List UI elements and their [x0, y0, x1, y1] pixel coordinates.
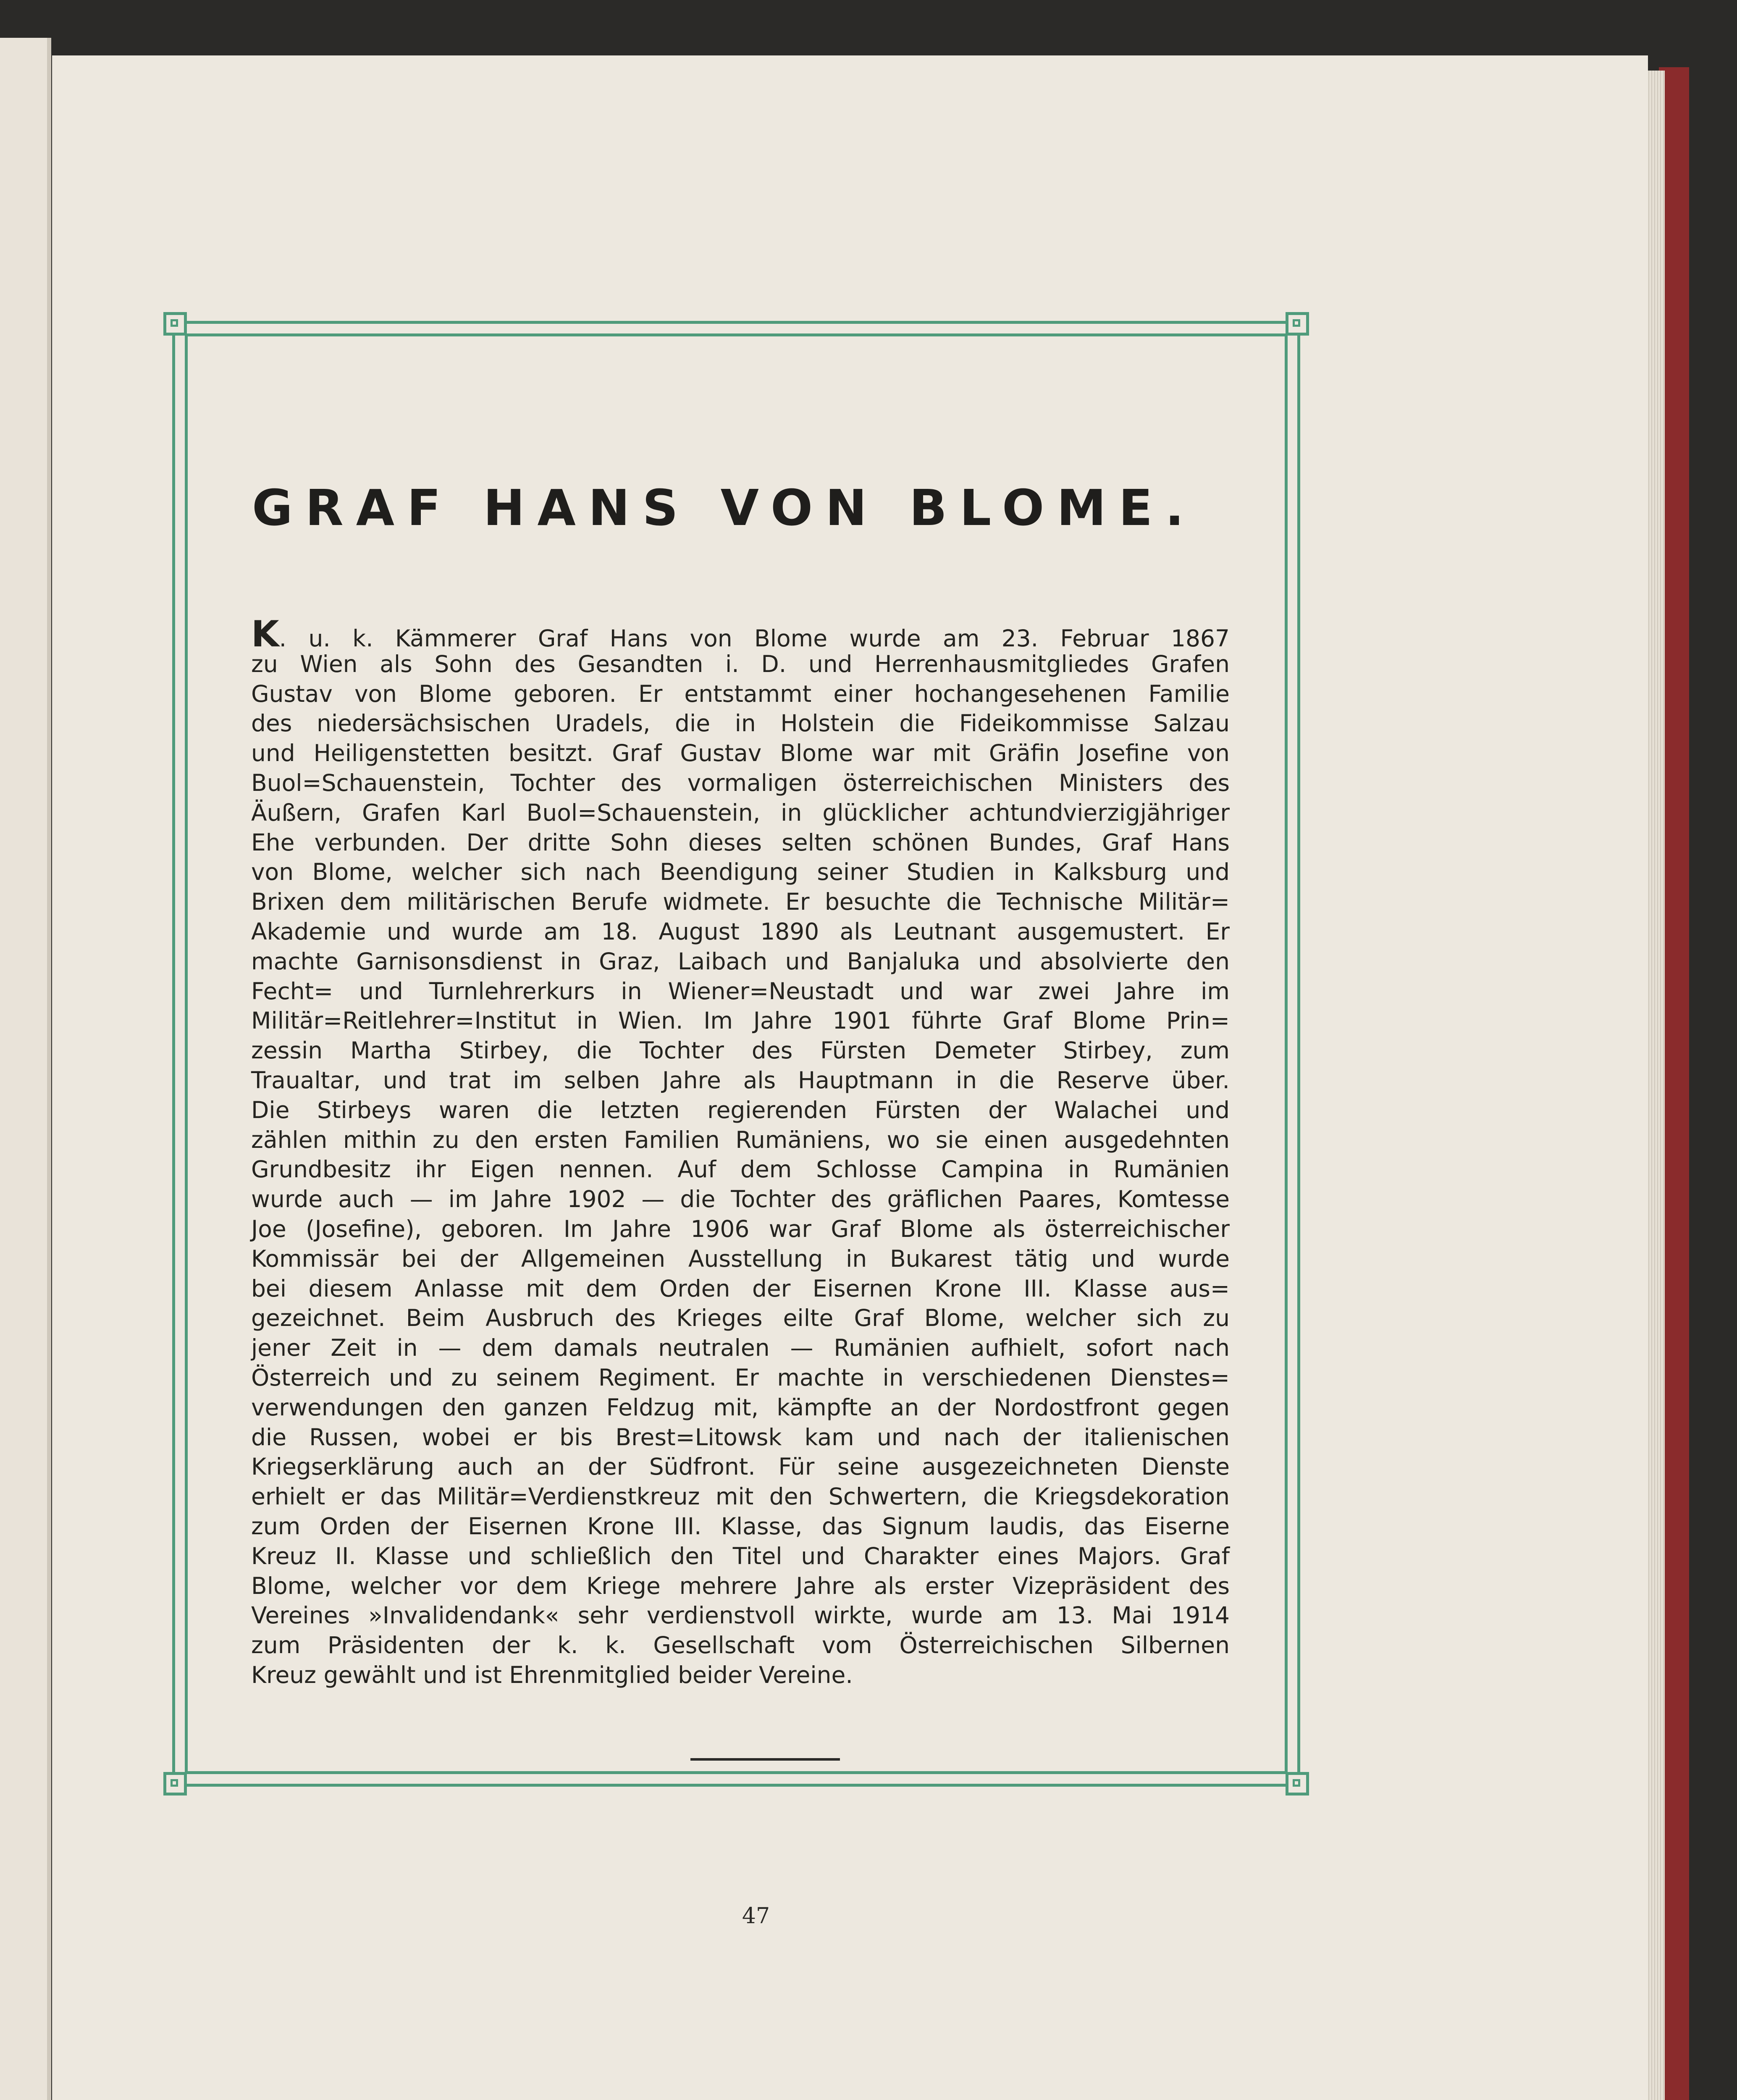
text-line-content: . u. k. Kämmerer Graf Hans von Blome wurde am 23. Februar 1867 — [279, 625, 1230, 652]
text-line-content: Militär=Reitlehrer=Institut in Wien. Im Jahre 1901 führte Graf Blome Prin= — [251, 1007, 1230, 1034]
text-line-content: erhielt er das Militär=Verdienstkreuz mit den Schwertern, die Kriegsdekoration — [251, 1483, 1230, 1510]
text-line-content: die Russen, wobei er bis Brest=Litowsk kam und nach der italienischen — [251, 1423, 1230, 1451]
text-line — [251, 1363, 1230, 1393]
text-line-content: Traualtar, und trat im selben Jahre als Hauptmann in die Reserve über. — [251, 1066, 1230, 1094]
text-line-content: Österreich und zu seinem Regiment. Er machte in verschiedenen Dienstes= — [251, 1364, 1230, 1391]
text-line-content: des niedersächsischen Uradels, die in Holstein die Fideikommisse Salzau — [251, 710, 1230, 737]
text-line — [251, 679, 1230, 709]
frame-corner-ornament — [1286, 1772, 1309, 1796]
text-line-content: Kommissär bei der Allgemeinen Ausstellung in Bukarest tätig und wurde — [251, 1245, 1230, 1272]
text-line — [251, 1184, 1230, 1214]
text-line — [251, 709, 1230, 738]
closing-rule — [690, 1758, 840, 1761]
text-line — [251, 1571, 1230, 1601]
text-line — [251, 917, 1230, 947]
text-line — [251, 1660, 1230, 1690]
text-line-content: Grundbesitz ihr Eigen nennen. Auf dem Schlosse Campina in Rumänien — [251, 1156, 1230, 1183]
text-line-content: verwendungen den ganzen Feldzug mit, kämpfte an der Nordostfront gegen — [251, 1394, 1230, 1421]
text-line — [251, 1244, 1230, 1274]
biography-text — [251, 613, 1230, 1690]
text-line-content: Die Stirbeys waren die letzten regierenden Fürsten der Walachei und — [251, 1096, 1230, 1124]
text-line-content: Kriegserklärung auch an der Südfront. Für seine ausgezeichneten Dienste — [251, 1453, 1230, 1480]
text-line-content: zum Orden der Eisernen Krone III. Klasse, das Signum laudis, das Eiserne — [251, 1512, 1230, 1540]
text-line — [251, 887, 1230, 917]
text-line — [251, 1125, 1230, 1155]
text-line — [251, 768, 1230, 798]
text-line-content: wurde auch — im Jahre 1902 — die Tochter des gräflichen Paares, Komtesse — [251, 1186, 1230, 1213]
text-line-content: Ehe verbunden. Der dritte Sohn dieses selten schönen Bundes, Graf Hans — [251, 829, 1230, 856]
text-line — [251, 738, 1230, 768]
text-line-content: Kreuz II. Klasse und schließlich den Titel und Charakter eines Majors. Graf — [251, 1542, 1230, 1570]
text-line — [251, 1303, 1230, 1333]
text-line-content: Kreuz gewählt und ist Ehrenmitglied beider Vereine. — [251, 1661, 853, 1688]
text-line — [251, 1601, 1230, 1630]
frame-corner-ornament — [163, 1772, 187, 1796]
text-line-content: Äußern, Grafen Karl Buol=Schauenstein, in glücklicher achtundvierzigjähriger — [251, 799, 1230, 826]
frame-corner-ornament — [1286, 312, 1309, 336]
page-title: GRAF HANS VON BLOME. — [252, 479, 1197, 537]
text-line — [251, 857, 1230, 887]
text-line — [251, 1541, 1230, 1571]
text-line — [251, 947, 1230, 976]
text-line-content: Joe (Josefine), geboren. Im Jahre 1906 war Graf Blome als österreichischer — [251, 1215, 1230, 1242]
previous-page-edge — [0, 38, 51, 2100]
text-line-content: von Blome, welcher sich nach Beendigung seiner Studien in Kalksburg und — [251, 858, 1230, 886]
text-line-content: zu Wien als Sohn des Gesandten i. D. und Herrenhausmitgliedes Grafen — [251, 650, 1230, 677]
text-line — [251, 1630, 1230, 1660]
text-line-content: Buol=Schauenstein, Tochter des vormaligen österreichischen Ministers des — [251, 769, 1230, 796]
text-line — [251, 1452, 1230, 1482]
text-line-content: bei diesem Anlasse mit dem Orden der Eisernen Krone III. Klasse aus= — [251, 1275, 1230, 1302]
text-line — [251, 1155, 1230, 1184]
text-line — [251, 1423, 1230, 1452]
text-line-content: zählen mithin zu den ersten Familien Rumäniens, wo sie einen ausgedehnten — [251, 1126, 1230, 1153]
text-line-content: und Heiligenstetten besitzt. Graf Gustav Blome war mit Gräfin Josefine von — [251, 740, 1230, 767]
text-line — [251, 649, 1230, 679]
frame-corner-ornament — [163, 312, 187, 336]
text-line — [251, 1482, 1230, 1512]
text-line-content: Blome, welcher vor dem Kriege mehrere Jahre als erster Vizepräsident des — [251, 1572, 1230, 1599]
text-line-content: zum Präsidenten der k. k. Gesellschaft vom Österreichischen Silbernen — [251, 1632, 1230, 1659]
text-line — [251, 1066, 1230, 1095]
text-line-content: Akademie und wurde am 18. August 1890 als Leutnant ausgemustert. Er — [251, 918, 1230, 945]
page-number: 47 — [742, 1903, 770, 1929]
text-line-content: Fecht= und Turnlehrerkurs in Wiener=Neustadt und war zwei Jahre im — [251, 977, 1230, 1005]
text-line — [251, 1006, 1230, 1036]
text-line — [251, 1274, 1230, 1304]
text-line-content: zessin Martha Stirbey, die Tochter des Fürsten Demeter Stirbey, zum — [251, 1037, 1230, 1064]
text-line — [251, 1512, 1230, 1541]
text-line-content: machte Garnisonsdienst in Graz, Laibach und Banjaluka und absolvierte den — [251, 948, 1230, 975]
text-line-content: gezeichnet. Beim Ausbruch des Krieges eilte Graf Blome, welcher sich zu — [251, 1305, 1230, 1332]
drop-cap: K — [251, 613, 279, 655]
text-line — [251, 1393, 1230, 1423]
text-line — [251, 1333, 1230, 1363]
text-line-content: Vereines »Invalidendank« sehr verdienstvoll wirkte, wurde am 13. Mai 1914 — [251, 1602, 1230, 1629]
text-line — [251, 613, 1230, 655]
text-line — [251, 1036, 1230, 1066]
text-line — [251, 1214, 1230, 1244]
text-line — [251, 1095, 1230, 1125]
text-line — [251, 828, 1230, 858]
text-line-content: jener Zeit in — dem damals neutralen — Rumänien aufhielt, sofort nach — [251, 1334, 1230, 1362]
text-line-content: Gustav von Blome geboren. Er entstammt einer hochangesehenen Familie — [251, 680, 1230, 707]
text-line — [251, 798, 1230, 828]
text-line — [251, 976, 1230, 1006]
text-line-content: Brixen dem militärischen Berufe widmete. Er besuchte die Technische Militär= — [251, 888, 1230, 916]
